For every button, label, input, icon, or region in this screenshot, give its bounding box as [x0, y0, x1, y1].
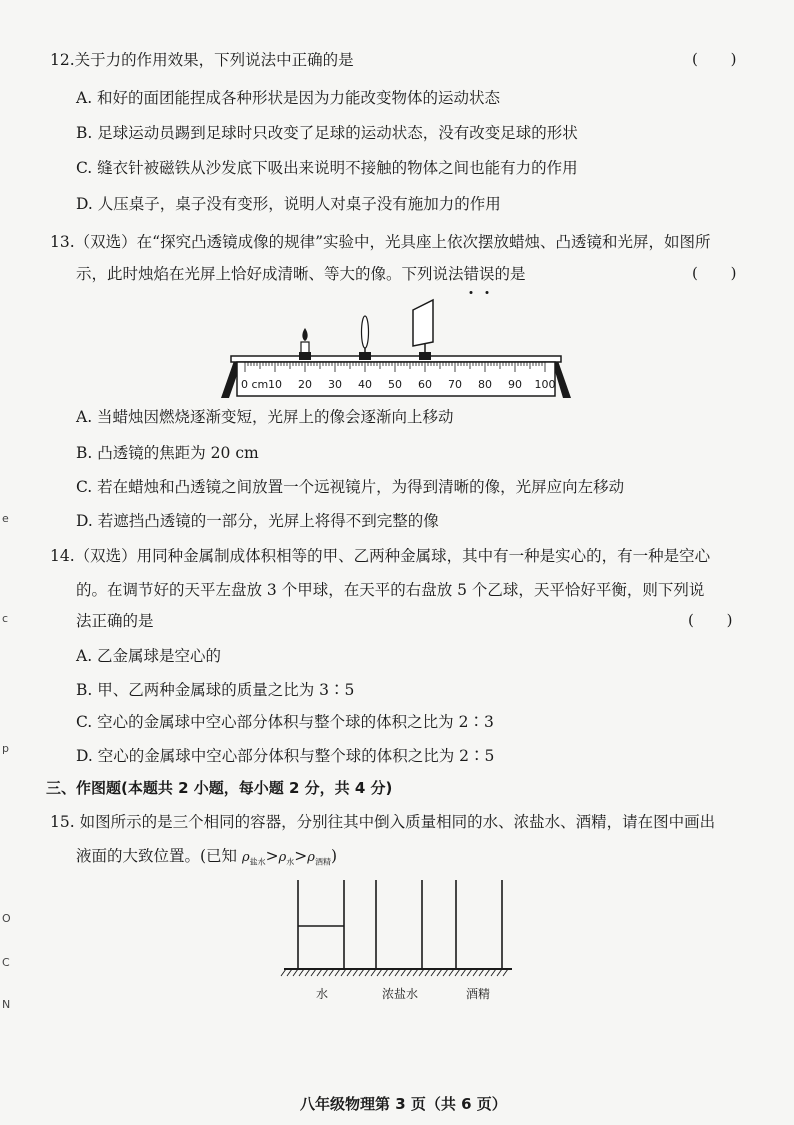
- hatch-line: [479, 969, 484, 976]
- q14-option-c: C. 空心的金属球中空心部分体积与整个球的体积之比为 2∶3: [76, 713, 494, 731]
- hatch-line: [497, 969, 502, 976]
- hatch-line: [281, 969, 286, 976]
- hatch-line: [317, 969, 322, 976]
- hatch-line: [335, 969, 340, 976]
- hatch-line: [329, 969, 334, 976]
- q14-stem-line3: 法正确的是: [76, 612, 154, 630]
- ruler-label: 100: [534, 378, 556, 391]
- hatch-line: [485, 969, 490, 976]
- q12-answer-bracket: ( ): [692, 50, 751, 68]
- margin-mark: O: [2, 912, 11, 925]
- hatch-line: [305, 969, 310, 976]
- hatch-line: [377, 969, 382, 976]
- q13-option-b: B. 凸透镜的焦距为 20 cm: [76, 444, 259, 462]
- hatch-line: [425, 969, 430, 976]
- convex-lens: [362, 316, 369, 348]
- hatch-line: [437, 969, 442, 976]
- q13-emphasis-2: 误: [479, 264, 495, 284]
- hatch-line: [467, 969, 472, 976]
- hatch-line: [359, 969, 364, 976]
- margin-mark: e: [2, 512, 9, 525]
- ruler-label: 20: [298, 378, 312, 391]
- hatch-line: [371, 969, 376, 976]
- ruler-label: 0 cm: [241, 378, 269, 391]
- q14-option-a: A. 乙金属球是空心的: [76, 647, 222, 665]
- hatch-line: [401, 969, 406, 976]
- q15-stem-line2: 液面的大致位置。(已知 $\rho_{盐水}>\rho_水>\rho_{酒精}$): [76, 847, 338, 867]
- hatch-line: [449, 969, 454, 976]
- hatch-line: [413, 969, 418, 976]
- q12-option-d: D. 人压桌子，桌子没有变形，说明人对桌子没有施加力的作用: [76, 195, 501, 213]
- hatch-line: [365, 969, 370, 976]
- ruler-label: 10: [268, 378, 282, 391]
- q13-stem-line2: 示，此时烛焰在光屏上恰好成清晰、等大的像。下列说法错 误 的是: [76, 264, 526, 284]
- lens-holder: [359, 352, 371, 360]
- rho-water: $\rho_水$: [278, 850, 295, 867]
- q14-stem-line1: 14.（双选）用同种金属制成体积相等的甲、乙两种金属球，其中有一种是实心的，有一种是空心: [50, 547, 711, 565]
- q13-option-d: D. 若遮挡凸透镜的一部分，光屏上将得不到完整的像: [76, 512, 439, 530]
- hatch-line: [395, 969, 400, 976]
- hatch-line: [407, 969, 412, 976]
- section-heading: 三、作图题(本题共 2 小题，每小题 2 分，共 4 分): [46, 779, 393, 797]
- q12-option-a: A. 和好的面团能捏成各种形状是因为力能改变物体的运动状态: [76, 89, 501, 107]
- hatch-line: [503, 969, 508, 976]
- hatch-line: [419, 969, 424, 976]
- containers-figure: [280, 876, 516, 1006]
- q13-stem-line1: 13.（双选）在“探究凸透镜成像的规律”实验中，光具座上依次摆放蜡烛、凸透镜和光屏，如图所: [50, 233, 711, 251]
- hatch-line: [431, 969, 436, 976]
- q14-stem-line2: 的。在调节好的天平左盘放 3 个甲球，在天平的右盘放 5 个乙球，天平恰好平衡，则下列说: [76, 581, 705, 599]
- hatch-line: [311, 969, 316, 976]
- q13-option-c: C. 若在蜡烛和凸透镜之间放置一个远视镜片，为得到清晰的像，光屏应向左移动: [76, 478, 625, 496]
- hatch-line: [341, 969, 346, 976]
- q12-stem: 12.关于力的作用效果，下列说法中正确的是: [50, 51, 354, 69]
- hatch-line: [347, 969, 352, 976]
- q14-answer-bracket: ( ): [688, 611, 747, 629]
- label-brine: 浓盐水: [382, 987, 419, 1001]
- hatch-line: [491, 969, 496, 976]
- ruler-label: 30: [328, 378, 342, 391]
- hatch-line: [473, 969, 478, 976]
- q14-option-d: D. 空心的金属球中空心部分体积与整个球的体积之比为 2∶5: [76, 747, 495, 765]
- hatch-line: [323, 969, 328, 976]
- label-alcohol: 酒精: [466, 987, 491, 1001]
- label-water: 水: [316, 987, 329, 1001]
- rho-alcohol: $\rho_{酒精}$: [307, 850, 331, 867]
- candle-flame: [302, 328, 307, 341]
- q12-option-c: C. 缝衣针被磁铁从沙发底下吸出来说明不接触的物体之间也能有力的作用: [76, 159, 578, 177]
- ruler-label: 50: [388, 378, 402, 391]
- hatch-line: [383, 969, 388, 976]
- hatch-line: [299, 969, 304, 976]
- ruler-label: 80: [478, 378, 492, 391]
- q14-option-b: B. 甲、乙两种金属球的质量之比为 3∶5: [76, 681, 355, 699]
- q12-option-b: B. 足球运动员踢到足球时只改变了足球的运动状态，没有改变足球的形状: [76, 124, 578, 142]
- bench-track: [231, 356, 561, 362]
- ruler-label: 40: [358, 378, 372, 391]
- optical-bench-figure: [215, 296, 580, 404]
- ruler-label: 70: [448, 378, 462, 391]
- ruler-label: 60: [418, 378, 432, 391]
- light-screen: [413, 300, 433, 346]
- q13-option-a: A. 当蜡烛因燃烧逐渐变短，光屏上的像会逐渐向上移动: [76, 408, 454, 426]
- margin-mark: c: [2, 612, 9, 625]
- rho-salt-water: $\rho_{盐水}$: [241, 850, 266, 867]
- q13-emphasis-1: 错: [464, 264, 480, 284]
- page-footer: 八年级物理第 3 页（共 6 页）: [300, 1095, 507, 1113]
- q13-answer-bracket: ( ): [692, 264, 751, 282]
- candle-holder: [299, 352, 311, 360]
- margin-mark: C: [2, 956, 10, 969]
- hatch-line: [461, 969, 466, 976]
- q15-stem-line1: 15. 如图所示的是三个相同的容器，分别往其中倒入质量相同的水、浓盐水、酒精，请在图中画出: [50, 813, 716, 831]
- hatch-line: [389, 969, 394, 976]
- hatch-line: [443, 969, 448, 976]
- screen-holder: [419, 352, 431, 360]
- hatch-line: [287, 969, 292, 976]
- ruler-label: 90: [508, 378, 522, 391]
- margin-mark: p: [2, 742, 9, 755]
- margin-mark: N: [2, 998, 11, 1011]
- hatch-line: [353, 969, 358, 976]
- hatch-line: [455, 969, 460, 976]
- hatch-line: [293, 969, 298, 976]
